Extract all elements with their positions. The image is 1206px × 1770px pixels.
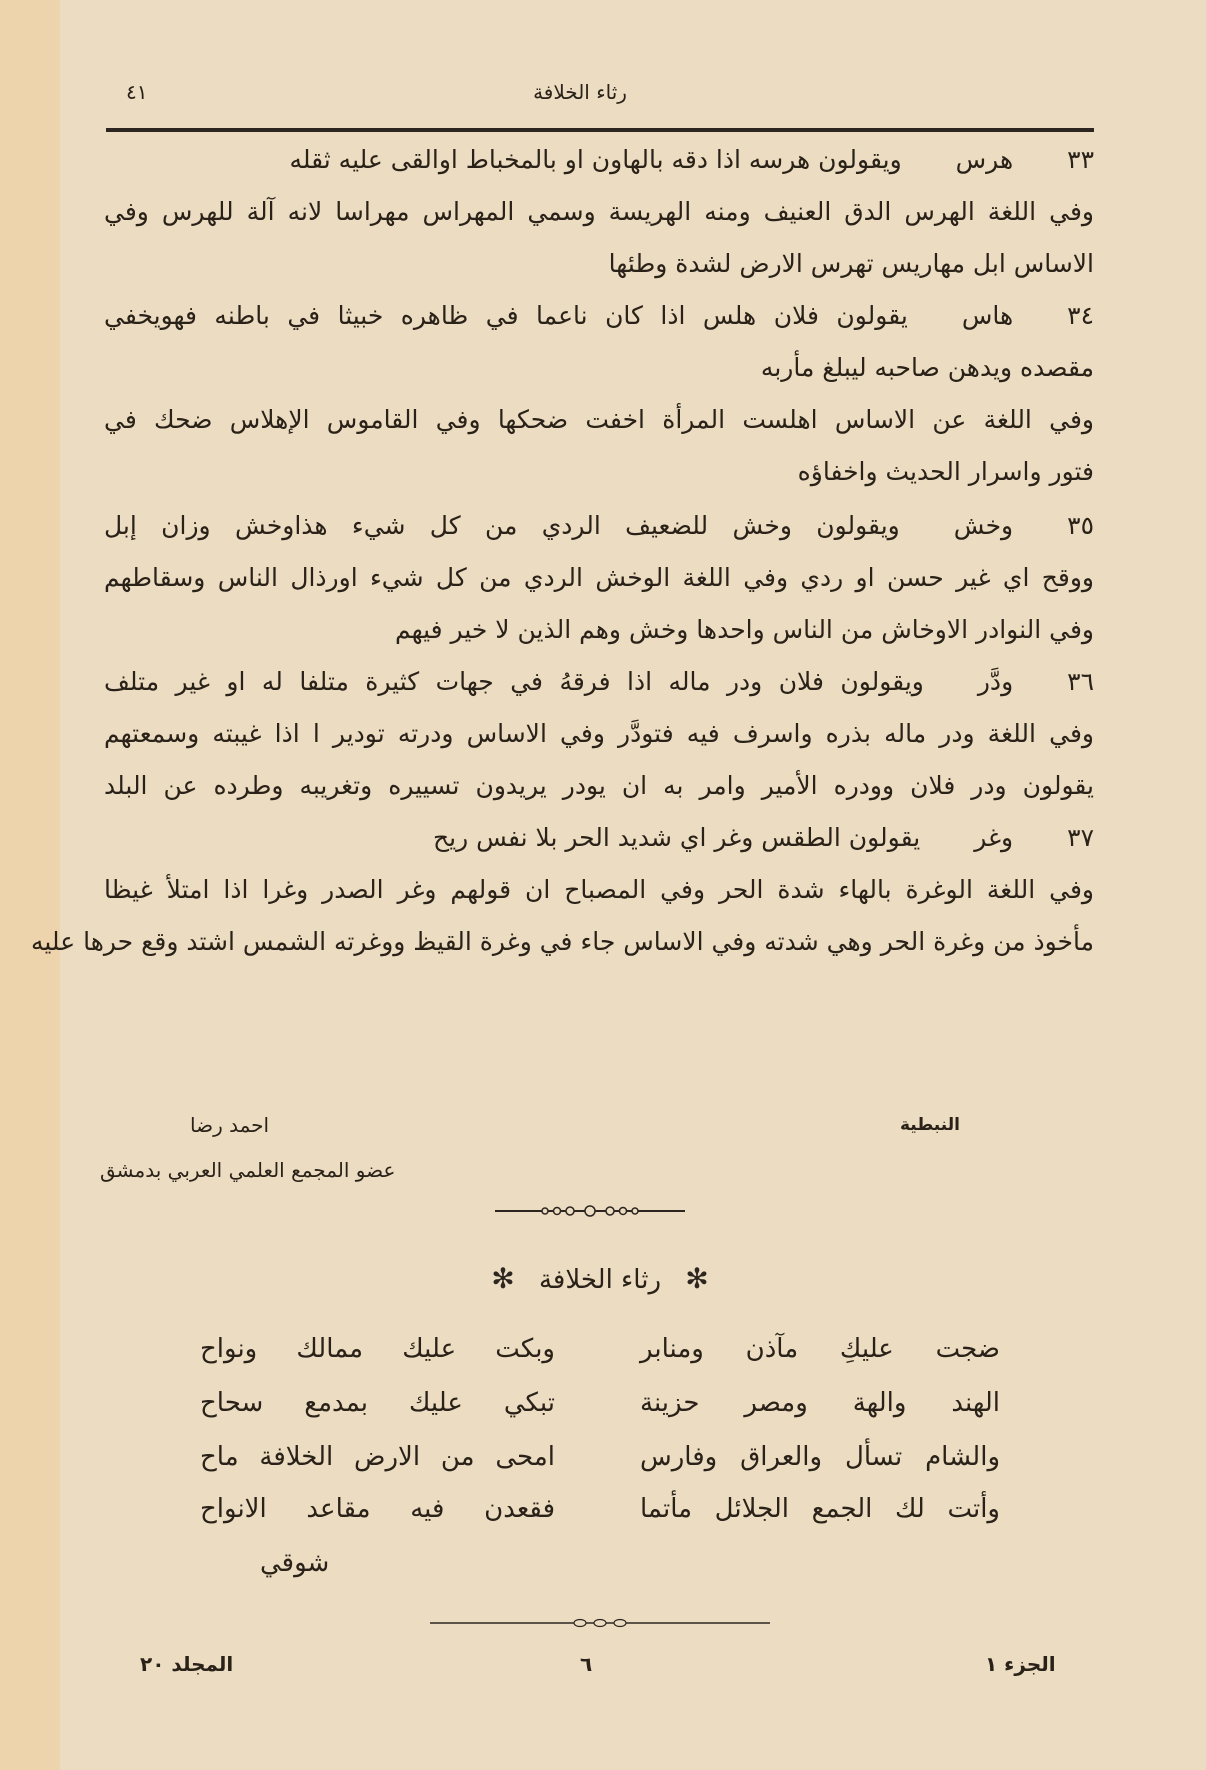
poet-name: شوقي	[260, 1548, 330, 1578]
verse-3	[200, 1442, 1000, 1492]
entry-34-line-3: وفي اللغة عن الاساس اهلست المرأة اخفت ضحكها وفي القاموس الإهلاس ضحك في	[104, 405, 1094, 434]
entry-34-line-2: مقصده ويدهن صاحبه ليبلغ مأربه	[760, 353, 1094, 382]
header-rule	[106, 128, 1094, 132]
verse-2	[200, 1388, 1000, 1438]
verse-hemistich-second: تبكي عليك بمدمع سحاح	[200, 1388, 555, 1418]
poem-title: رثاء الخلافة	[538, 1265, 661, 1295]
verse-hemistich-first: والشام تسأل والعراق وفارس	[640, 1442, 1000, 1472]
verse-hemistich-first: ضجت عليكِ مآذن ومنابر	[640, 1334, 1000, 1364]
entry-36-line-3: يقولون ودر فلان وودره الأمير وامر به ان يودر يريدون تسييره وتغريبه وطرده عن البلد	[104, 771, 1094, 800]
entry-33-line-2: وفي اللغة الهرس الدق العنيف ومنه الهريسة وسمي المهراس مهراسا لانه آلة للهرس وفي	[104, 197, 1094, 226]
ornament-divider-icon	[495, 1205, 685, 1217]
entry-number: ٣٧	[1067, 823, 1094, 852]
entry-37-line-3: مأخوذ من وغرة الحر وهي شدته وفي الاساس جاء في وغرة القيظ ووغرته الشمس اشتد وقع حرها عليه	[30, 927, 1094, 956]
running-title: رثاء الخلافة	[533, 80, 627, 104]
verse-hemistich-first: وأتت لك الجمع الجلائل مأتما	[640, 1494, 1000, 1524]
verse-hemistich-second: فقعدن فيه مقاعد الانواح	[200, 1494, 555, 1524]
entry-34-line-1	[104, 298, 1094, 334]
signature-place: النبطية	[900, 1115, 960, 1135]
entry-33-line-1	[104, 142, 1094, 178]
signature-name: احمد رضا	[190, 1113, 270, 1137]
verse-hemistich-second: وبكت عليك ممالك ونواح	[200, 1334, 555, 1364]
footer-issue: ٦	[580, 1652, 593, 1676]
verse-hemistich-first: الهند والهة ومصر حزينة	[640, 1388, 1000, 1418]
entry-37-line-1	[104, 820, 1094, 856]
ornament-divider-icon	[430, 1618, 770, 1628]
entry-35-line-3: وفي النوادر الاوخاش من الناس واحدها وخش وهم الذين لا خير فيهم	[394, 615, 1094, 644]
entry-text: ويقولون فلان ودر ماله اذا فرقهُ في جهات كثيرة متلفا له او غير متلف	[104, 667, 924, 696]
entry-text: ويقولون هرسه اذا دقه بالهاون او بالمخباط اوالقى عليه ثقله	[289, 145, 902, 174]
entry-term: هرس	[955, 145, 1014, 174]
star-ornament-icon: ✻	[491, 1262, 515, 1295]
entry-text: يقولون الطقس وغر اي شديد الحر بلا نفس ريح	[432, 823, 921, 852]
verse-4	[200, 1494, 1000, 1544]
page-margin	[0, 0, 60, 1770]
verse-1	[200, 1334, 1000, 1384]
poem-title-block	[470, 1262, 730, 1295]
footer-part: الجزء ١	[985, 1652, 1056, 1676]
entry-36-line-2: وفي اللغة ودر ماله بذره واسرف فيه فتودَّر وفي الاساس ودرته تودير ا اذا غيبته وسمعتهم	[104, 719, 1094, 748]
footer-volume: المجلد ٢٠	[140, 1652, 234, 1676]
entry-34-line-4: فتور واسرار الحديث واخفاؤه	[797, 457, 1094, 486]
entry-text: يقولون فلان هلس اذا كان ناعما في ظاهره خبيثا في باطنه فهويخفي	[104, 301, 908, 330]
entry-number: ٣٦	[1067, 667, 1094, 696]
entry-term: ودَّر	[977, 667, 1014, 696]
entry-number: ٣٤	[1067, 301, 1094, 330]
entry-35-line-1	[104, 508, 1094, 544]
signature-role: عضو المجمع العلمي العربي بدمشق	[100, 1158, 396, 1182]
entry-number: ٣٣	[1067, 145, 1094, 174]
entry-term: وخش	[953, 511, 1014, 540]
page-number: ٤١	[126, 80, 148, 104]
entry-37-line-2: وفي اللغة الوغرة بالهاء شدة الحر وفي المصباح ان قولهم وغر الصدر وغرا اذا امتلأ غيظا	[104, 875, 1094, 904]
entry-35-line-2: ووقح اي غير حسن او ردي وفي اللغة الوخش الردي من كل شيء اورذال الناس وسقاطهم	[104, 563, 1094, 592]
verse-hemistich-second: امحى من الارض الخلافة ماح	[200, 1442, 555, 1472]
entry-term: هاس	[961, 301, 1014, 330]
entry-33-line-3: الاساس ابل مهاريس تهرس الارض لشدة وطئها	[608, 249, 1094, 278]
star-ornament-icon: ✻	[685, 1262, 709, 1295]
entry-term: وغر	[974, 823, 1014, 852]
entry-number: ٣٥	[1067, 511, 1094, 540]
entry-text: ويقولون وخش للضعيف الردي من كل شيء هذاوخش وزان إبل	[104, 511, 900, 540]
entry-36-line-1	[104, 664, 1094, 700]
